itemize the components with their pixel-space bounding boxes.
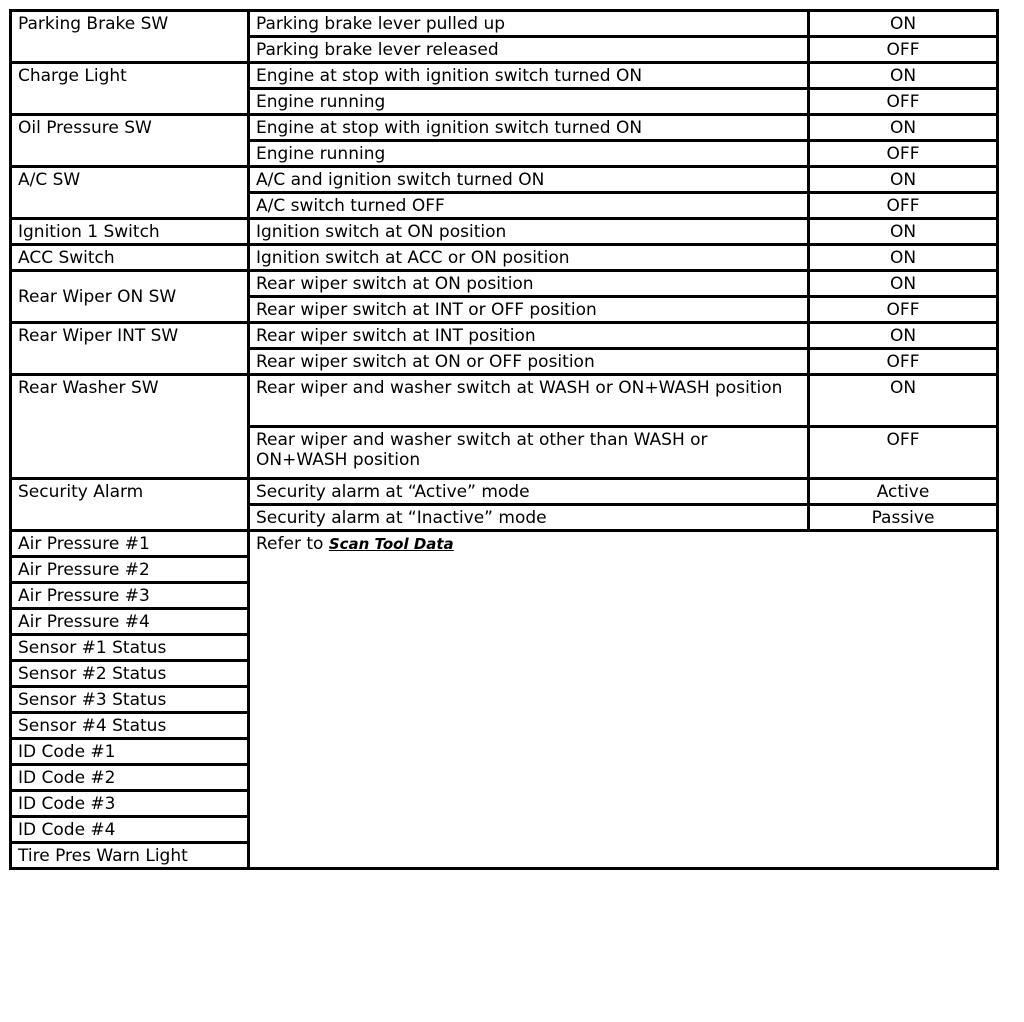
value-cell: ON bbox=[809, 245, 998, 271]
item-name: Oil Pressure SW bbox=[11, 115, 249, 167]
value-cell: OFF bbox=[809, 89, 998, 115]
condition-cell: Rear wiper switch at ON position bbox=[249, 271, 809, 297]
item-name: Security Alarm bbox=[11, 479, 249, 531]
refer-text: Refer to bbox=[256, 534, 329, 554]
condition-cell: Ignition switch at ACC or ON position bbox=[249, 245, 809, 271]
switch-status-table bbox=[9, 9, 999, 870]
item-name: ID Code #2 bbox=[11, 765, 249, 791]
item-name: Sensor #1 Status bbox=[11, 635, 249, 661]
item-name: Air Pressure #3 bbox=[11, 583, 249, 609]
value-cell: ON bbox=[809, 375, 998, 427]
condition-cell: Rear wiper and washer switch at other than WASH or ON+WASH position bbox=[249, 427, 809, 479]
value-cell: ON bbox=[809, 219, 998, 245]
value-cell: OFF bbox=[809, 141, 998, 167]
value-cell: Active bbox=[809, 479, 998, 505]
condition-cell: Rear wiper switch at ON or OFF position bbox=[249, 349, 809, 375]
value-cell: OFF bbox=[809, 349, 998, 375]
table-row bbox=[11, 375, 998, 427]
table-row bbox=[11, 115, 998, 141]
item-name: ID Code #3 bbox=[11, 791, 249, 817]
item-name: Air Pressure #2 bbox=[11, 557, 249, 583]
table-row bbox=[11, 63, 998, 89]
condition-cell: A/C and ignition switch turned ON bbox=[249, 167, 809, 193]
value-cell: OFF bbox=[809, 37, 998, 63]
item-name: ACC Switch bbox=[11, 245, 249, 271]
table-row bbox=[11, 167, 998, 193]
table-row bbox=[11, 271, 998, 297]
value-cell: ON bbox=[809, 271, 998, 297]
refer-cell bbox=[249, 531, 998, 869]
item-name: Air Pressure #4 bbox=[11, 609, 249, 635]
value-cell: OFF bbox=[809, 297, 998, 323]
condition-cell: Rear wiper and washer switch at WASH or ON+WASH position bbox=[249, 375, 809, 427]
condition-cell: A/C switch turned OFF bbox=[249, 193, 809, 219]
data-table-container bbox=[9, 9, 996, 870]
item-name: Rear Wiper INT SW bbox=[11, 323, 249, 375]
item-name: Air Pressure #1 bbox=[11, 531, 249, 557]
value-cell: OFF bbox=[809, 193, 998, 219]
item-name: Sensor #4 Status bbox=[11, 713, 249, 739]
item-name: Sensor #3 Status bbox=[11, 687, 249, 713]
scan-tool-data-link[interactable]: Scan Tool Data bbox=[328, 535, 454, 553]
table-row bbox=[11, 531, 998, 557]
condition-cell: Rear wiper switch at INT position bbox=[249, 323, 809, 349]
condition-cell: Security alarm at “Inactive” mode bbox=[249, 505, 809, 531]
table-row bbox=[11, 245, 998, 271]
table-row bbox=[11, 11, 998, 37]
condition-cell: Parking brake lever released bbox=[249, 37, 809, 63]
value-cell: Passive bbox=[809, 505, 998, 531]
value-cell: OFF bbox=[809, 427, 998, 479]
condition-cell: Ignition switch at ON position bbox=[249, 219, 809, 245]
condition-cell: Engine running bbox=[249, 141, 809, 167]
item-name: Parking Brake SW bbox=[11, 11, 249, 63]
table-row bbox=[11, 479, 998, 505]
item-name: Charge Light bbox=[11, 63, 249, 115]
condition-cell: Parking brake lever pulled up bbox=[249, 11, 809, 37]
value-cell: ON bbox=[809, 63, 998, 89]
item-name: Rear Wiper ON SW bbox=[11, 271, 249, 323]
value-cell: ON bbox=[809, 11, 998, 37]
condition-cell: Security alarm at “Active” mode bbox=[249, 479, 809, 505]
condition-cell: Engine at stop with ignition switch turned ON bbox=[249, 63, 809, 89]
table-row bbox=[11, 219, 998, 245]
value-cell: ON bbox=[809, 323, 998, 349]
item-name: Rear Washer SW bbox=[11, 375, 249, 479]
item-name: ID Code #1 bbox=[11, 739, 249, 765]
condition-cell: Engine running bbox=[249, 89, 809, 115]
item-name: Ignition 1 Switch bbox=[11, 219, 249, 245]
item-name: Tire Pres Warn Light bbox=[11, 843, 249, 869]
condition-cell: Engine at stop with ignition switch turned ON bbox=[249, 115, 809, 141]
item-name: A/C SW bbox=[11, 167, 249, 219]
value-cell: ON bbox=[809, 167, 998, 193]
value-cell: ON bbox=[809, 115, 998, 141]
item-name: ID Code #4 bbox=[11, 817, 249, 843]
condition-cell: Rear wiper switch at INT or OFF position bbox=[249, 297, 809, 323]
table-row bbox=[11, 323, 998, 349]
item-name: Sensor #2 Status bbox=[11, 661, 249, 687]
